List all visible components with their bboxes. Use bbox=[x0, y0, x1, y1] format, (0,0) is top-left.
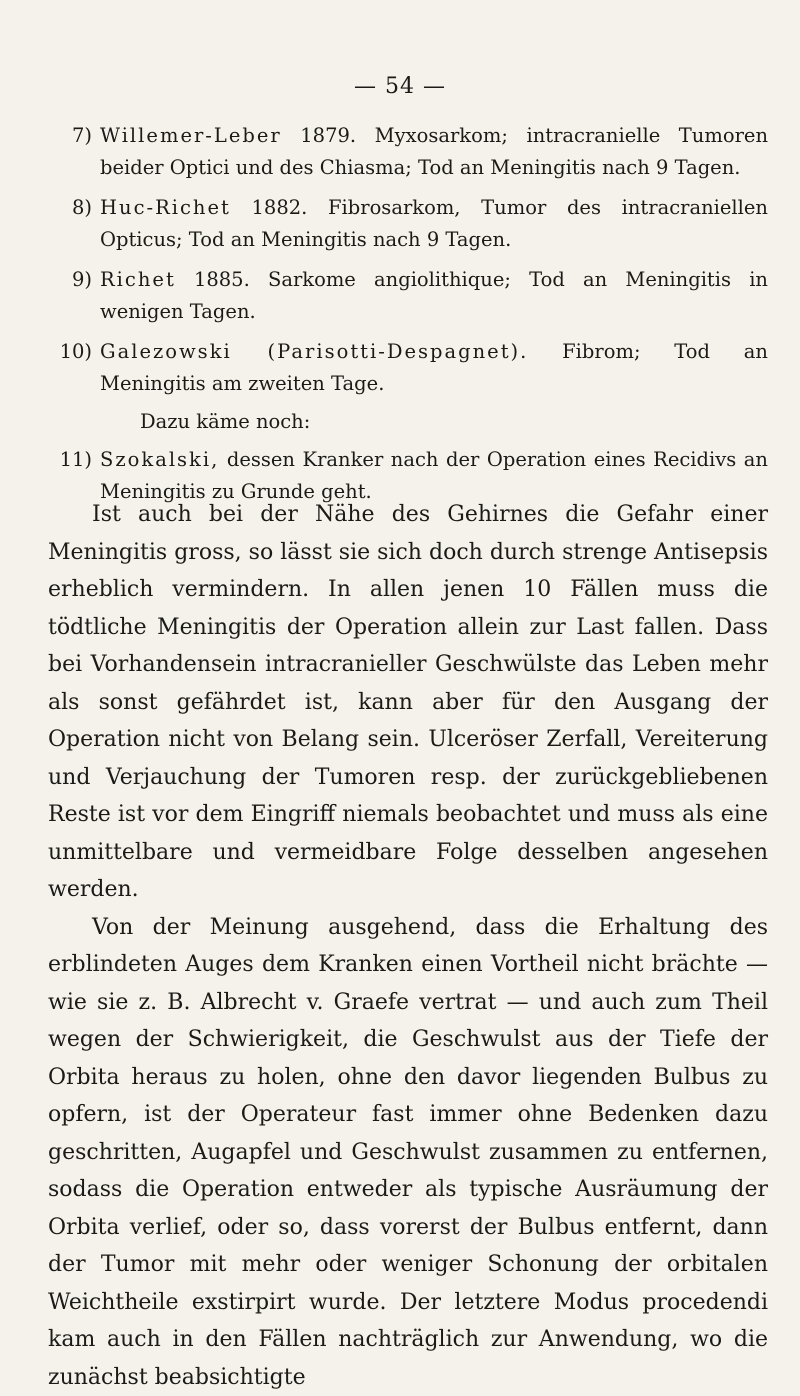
reference-author: Richet bbox=[100, 268, 176, 291]
reference-author: Huc-Richet bbox=[100, 196, 231, 219]
reference-body bbox=[100, 336, 768, 400]
reference-body bbox=[100, 120, 768, 184]
reference-item-9 bbox=[48, 264, 768, 328]
dazu-line: Dazu käme noch: bbox=[48, 406, 768, 438]
reference-author: Willemer-Leber bbox=[100, 124, 282, 147]
reference-number: 9) bbox=[48, 264, 100, 328]
reference-text: Fibrom; Tod an Meningitis am zweiten Tage. bbox=[100, 340, 768, 395]
reference-text: 1879. Myxosarkom; intracranielle Tumoren beider Optici und des Chiasma; Tod an Meningitis nach 9 Tagen. bbox=[100, 124, 768, 179]
reference-body bbox=[100, 192, 768, 256]
reference-text: dessen Kranker nach der Operation eines Recidivs an Meningitis zu Grunde geht. bbox=[100, 448, 768, 503]
reference-item-8 bbox=[48, 192, 768, 256]
reference-item-10 bbox=[48, 336, 768, 400]
paragraph-meningitis: Ist auch bei der Nähe des Gehirnes die Gefahr einer Meningitis gross, so lässt sie sich doch durch strenge Antisepsis erheblich vermindern. In allen jenen 10 Fällen muss die tödtliche Meningitis der Operation allein zur Last fallen. Dass bei Vorhandensein intracranieller Geschwülste das Leben mehr als sonst gefährdet ist, kann aber für den Ausgang der Operation nicht von Belang sein. Ulceröser Zerfall, Vereiterung und Verjauchung der Tumoren resp. der zurückgebliebenen Reste ist vor dem Eingriff niemals beobachtet und muss als eine unmittelbare und vermeidbare Folge desselben angesehen werden. bbox=[48, 496, 768, 909]
reference-text: 1885. Sarkome angiolithique; Tod an Meningitis in wenigen Tagen. bbox=[100, 268, 768, 323]
reference-author: Szokalski, bbox=[100, 448, 219, 471]
page-number: — 54 — bbox=[0, 74, 800, 99]
reference-number: 8) bbox=[48, 192, 100, 256]
reference-number: 7) bbox=[48, 120, 100, 184]
reference-text: 1882. Fibrosarkom, Tumor des intracraniellen Opticus; Tod an Meningitis nach 9 Tagen. bbox=[100, 196, 768, 251]
reference-body bbox=[100, 264, 768, 328]
reference-number: 10) bbox=[48, 336, 100, 400]
reference-list bbox=[48, 120, 768, 516]
reference-author: Galezowski (Parisotti-Despagnet). bbox=[100, 340, 528, 363]
reference-item-7 bbox=[48, 120, 768, 184]
body-text bbox=[48, 496, 768, 1396]
reference-number: 11) bbox=[48, 444, 100, 508]
paragraph-operation: Von der Meinung ausgehend, dass die Erhaltung des erblindeten Auges dem Kranken einen Vortheil nicht brächte — wie sie z. B. Albrecht v. Graefe vertrat — und auch zum Theil wegen der Schwierigkeit, die Geschwulst aus der Tiefe der Orbita heraus zu holen, ohne den davor liegenden Bulbus zu opfern, ist der Operateur fast immer ohne Bedenken dazu geschritten, Augapfel und Geschwulst zusammen zu entfernen, sodass die Operation entweder als typische Ausräumung der Orbita verlief, oder so, dass vorerst der Bulbus entfernt, dann der Tumor mit mehr oder weniger Schonung der orbitalen Weichtheile exstirpirt wurde. Der letztere Modus procedendi kam auch in den Fällen nachträglich zur Anwendung, wo die zunächst beabsichtigte bbox=[48, 909, 768, 1396]
